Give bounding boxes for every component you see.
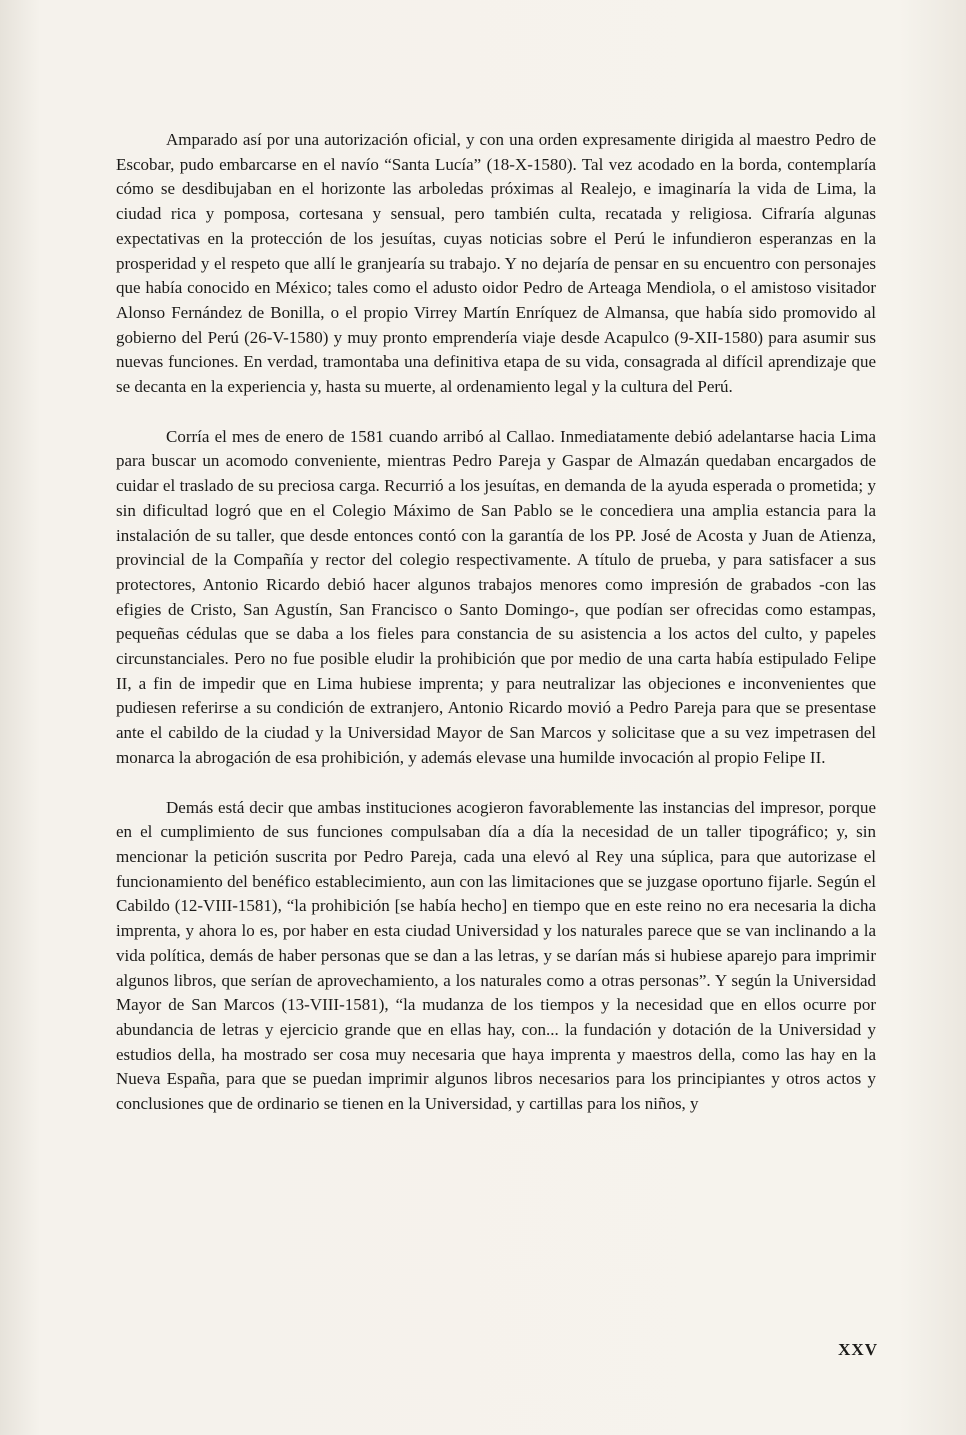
paragraph-gap <box>116 400 876 425</box>
body-text <box>116 128 876 1117</box>
paragraph-3: Demás está decir que ambas instituciones acogieron favorablemente las instancias del impresor, porque en el cumplimiento de sus funciones compulsaban día a día la necesidad de un taller tipográfico; y, sin mencionar la petición suscrita por Pedro Pareja, cada una elevó al Rey una súplica, para que autorizase el funcionamiento del benéfico establecimiento, aun con las limitaciones que se juzgase oportuno fijarle. Según el Cabildo (12-VIII-1581), “la prohibición [se había hecho] en tiempo que en este reino no era necesaria la dicha imprenta, y ahora lo es, por haber en esta ciudad Universidad y los naturales parece que se van inclinando a la vida política, demás de haber personas que se dan a las letras, y se darían más si hubiese aparejo para imprimir algunos libros, que serían de aprovechamiento, a los naturales como a otras personas”. Y según la Universidad Mayor de San Marcos (13-VIII-1581), “la mudanza de los tiempos y la necesidad que en ellos ocurre por abundancia de letras y ejercicio grande que en ellas hay, con... la fundación y dotación de la Universidad y estudios della, ha mostrado ser cosa muy necesaria que haya imprenta y maestros della, como las hay en la Nueva España, para que se puedan imprimir algunos libros necesarios para los principiantes y otros actos y conclusiones que de ordinario se tienen en la Universidad, y cartillas para los niños, y <box>116 797 876 1114</box>
page-number: XXV <box>838 1340 878 1359</box>
paragraph-1: Amparado así por una autorización oficial, y con una orden expresamente dirigida al maestro Pedro de Escobar, pudo embarcarse en el navío “Santa Lucía” (18-X-1580). Tal vez acodado en la borda, contemplaría cómo se desdibujaban en el horizonte las arboledas próximas al Realejo, e imaginaría la vida de Lima, la ciudad rica y pomposa, cortesana y sensual, pero también culta, recatada y religiosa. Cifraría algunas expectativas en la protección de los jesuítas, cuyas noticias sobre el Perú le infundieron esperanzas en la prosperidad y el respeto que allí le granjearía su trabajo. Y no dejaría de pensar en su encuentro con personajes que había conocido en México; tales como el adusto oidor Pedro de Arteaga Mendiola, o el amistoso visitador Alonso Fernández de Bonilla, o el propio Virrey Martín Enríquez de Almansa, que había sido promovido al gobierno del Perú (26-V-1580) y muy pronto emprendería viaje desde Acapulco (9-XII-1580) para asumir sus nuevas funciones. En verdad, tramontaba una definitiva etapa de su vida, consagrada al difícil aprendizaje que se decanta en la experiencia y, hasta su muerte, al ordenamiento legal y la cultura del Perú. <box>116 130 876 397</box>
paragraph-gap <box>116 771 876 796</box>
paragraph-2: Corría el mes de enero de 1581 cuando arribó al Callao. Inmediatamente debió adelantarse hacia Lima para buscar un acomodo conveniente, mientras Pedro Pareja y Gaspar de Almazán quedaban encargados de cuidar el traslado de su preciosa carga. Recurrió a los jesuítas, en demanda de la ayuda esperada o prometida; y sin dificultad logró que en el Colegio Máximo de San Pablo se le concediera una amplia estancia para la instalación de su taller, que desde entonces contó con la garantía de los PP. José de Acosta y Juan de Atienza, provincial de la Compañía y rector del colegio respectivamente. A título de prueba, y para satisfacer a sus protectores, Antonio Ricardo debió hacer algunos trabajos menores como impresión de grabados -con las efigies de Cristo, San Agustín, San Francisco o Santo Domingo-, que podían ser ofrecidas como estampas, pequeñas cédulas que se daba a los fieles para constancia de su asistencia a los actos del culto, y papeles circunstanciales. Pero no fue posible eludir la prohibición que por medio de una carta había estipulado Felipe II, a fin de impedir que en Lima hubiese imprenta; y para neutralizar las objeciones e inconvenientes que pudiesen referirse a su condición de extranjero, Antonio Ricardo movió a Pedro Pareja para que se presentase ante el cabildo de la ciudad y la Universidad Mayor de San Marcos y solicitase que a su vez impetrasen del monarca la abrogación de esa prohibición, y además elevase una humilde invocación al propio Felipe II. <box>116 426 876 767</box>
